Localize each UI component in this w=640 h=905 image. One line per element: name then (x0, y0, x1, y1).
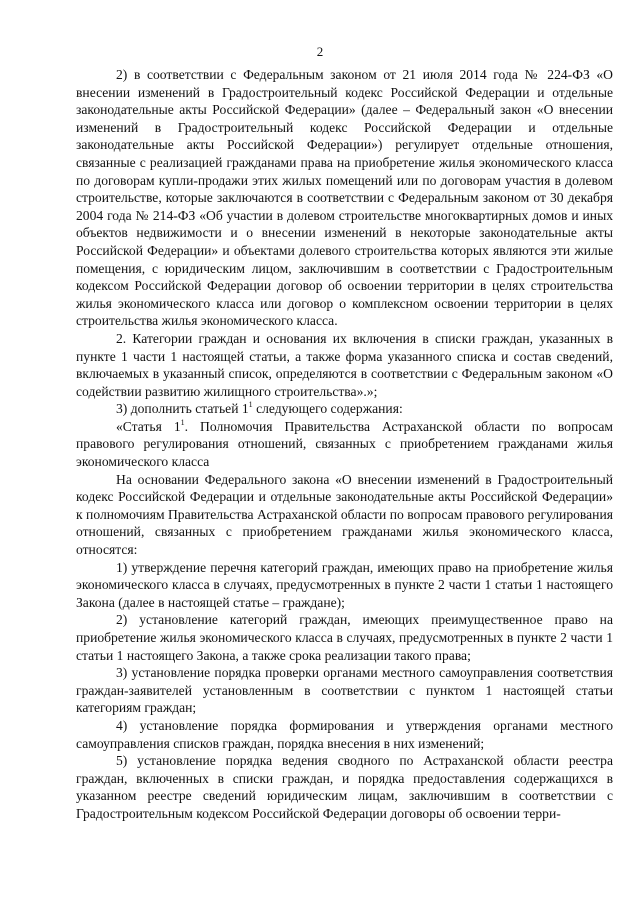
list-item-5: 5) установление порядка ведения сводного по Астраханской области реестра граждан, включенных в списки граждан, и порядка предоставления содержащихся в указанном реестре сведений юридическим лицам, заключившим в соответствии с Градостроительным кодексом Российской Федерации договоры об освоении терри- (76, 753, 613, 821)
superscript: 1 (248, 400, 253, 410)
article-heading (76, 418, 613, 471)
paragraph-basis: На основании Федерального закона «О внесении изменений в Градостроительный кодекс Российской Федерации и отдельные законодательные акты Российской Федерации» к полномочиям Правительства Астраханской области по вопросам правового регулирования отношений, связанных с приобретением гражданами жилья экономического класса, относятся: (76, 471, 613, 558)
article-heading-text: . Полномочия Правительства Астраханской области по вопросам правового регулирования отношений, связанных с приобретением гражданами жилья экономического класса (76, 418, 613, 470)
page-number: 2 (316, 44, 324, 59)
document-body (76, 66, 613, 823)
article-heading-start: «Статья 1 (116, 418, 181, 434)
add-article-text-end: следующего содержания: (252, 401, 403, 417)
paragraph-item-2: 2) в соответствии с Федеральным законом от 21 июля 2014 года № 224-ФЗ «О внесении изменений в Градостроительный кодекс Российской Федерации и отдельные законодательные акты Российской Федерации» (далее – Федеральный закон «О внесении изменений в Градостроительный кодекс Российской Федерации и отдельные законодательные акты Российской Федерации») регулирует отдельные отношения, связанные с реализацией гражданами права на приобретение жилья экономического класса по договорам купли-продажи этих жилых помещений или по договорам участия в долевом строительстве, которые заключаются в соответствии с Федеральным законом от 30 декабря 2004 года № 214-ФЗ «Об участии в долевом строительстве многоквартирных домов и иных объектов недвижимости и о внесении изменений в некоторые законодательные акты Российской Федерации» и объектами долевого строительства которых являются эти жилые помещения, с юридическим лицом, заключившим в соответствии с Градостроительным кодексом Российской Федерации договор об освоении территории в целях строительства жилья экономического класса или договор о комплексном освоении территории в целях строительства жилья экономического класса. (76, 67, 613, 329)
paragraph-add-article (76, 400, 613, 418)
list-item-3: 3) установление порядка проверки органами местного самоуправления соответствия граждан-заявителей установленным в соответствии с пунктом 1 настоящей статьи категориям граждан; (76, 665, 613, 716)
superscript: 1 (180, 417, 185, 427)
paragraph-categories: 2. Категории граждан и основания их включения в списки граждан, указанных в пункте 1 части 1 настоящей статьи, а также форма указанного списка и состав сведений, включаемых в указанный список, определяются в соответствии с Федеральным законом «О содействии развитию жилищного строительства».»; (76, 330, 613, 399)
list-item-1: 1) утверждение перечня категорий граждан, имеющих право на приобретение жилья экономического класса в случаях, предусмотренных в пункте 2 части 1 статьи 1 настоящего Закона (далее в настоящей статье – граждане); (76, 559, 613, 610)
add-article-text: 3) дополнить статьей 1 (116, 401, 249, 417)
list-item-4: 4) установление порядка формирования и утверждения органами местного самоуправления списков граждан, порядка внесения в них изменений; (76, 717, 613, 751)
list-item-2: 2) установление категорий граждан, имеющих преимущественное право на приобретение жилья экономического класса в случаях, предусмотренных в пункте 2 части 1 статьи 1 настоящего Закона, а также срока реализации такого права; (76, 612, 613, 663)
